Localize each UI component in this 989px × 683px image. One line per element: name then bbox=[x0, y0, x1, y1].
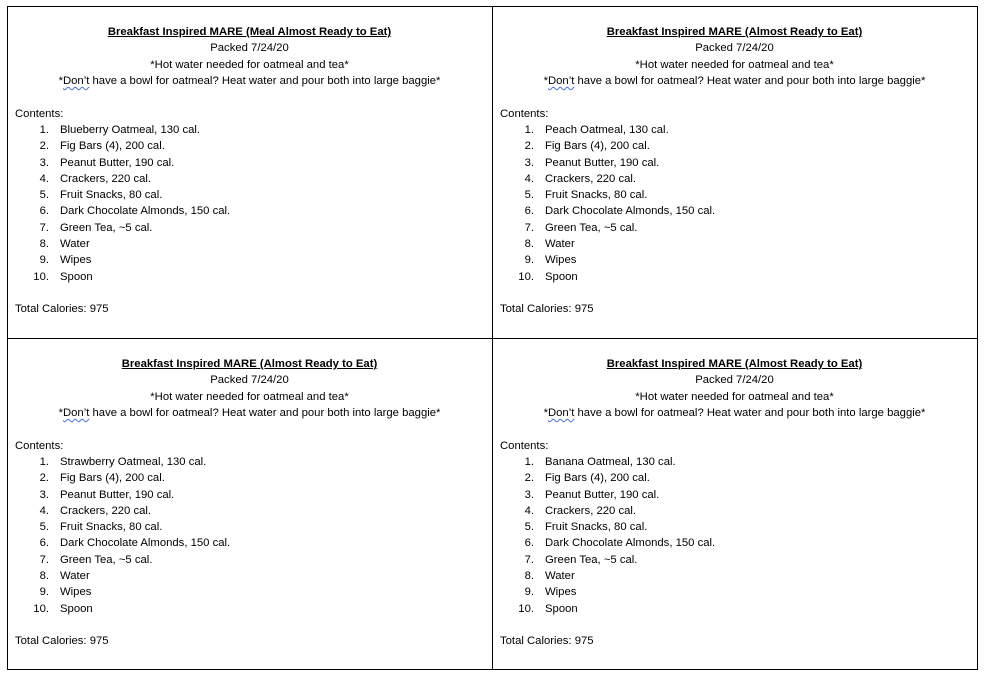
list-item-number: 2. bbox=[39, 472, 49, 485]
contents-list bbox=[15, 122, 230, 285]
list-item-number: 9. bbox=[39, 586, 49, 599]
list-item-text: Spoon bbox=[545, 602, 578, 615]
list-item bbox=[500, 252, 715, 268]
bowl-note-prefix: * bbox=[58, 74, 63, 87]
bowl-note-prefix: * bbox=[543, 406, 548, 419]
list-item bbox=[15, 171, 230, 187]
list-item-text: Peanut Butter, 190 cal. bbox=[60, 156, 175, 169]
list-item-number: 1. bbox=[39, 124, 49, 136]
list-item-number: 5. bbox=[39, 521, 49, 534]
list-item-number: 8. bbox=[524, 238, 534, 251]
list-item-number: 8. bbox=[524, 570, 534, 583]
list-item-text: Fig Bars (4), 200 cal. bbox=[545, 472, 650, 485]
hot-water-note: *Hot water needed for oatmeal and tea* bbox=[150, 58, 349, 71]
meal-label-card bbox=[7, 6, 492, 338]
list-item-number: 6. bbox=[524, 537, 534, 550]
list-item-text: Wipes bbox=[545, 254, 577, 267]
card-title: Breakfast Inspired MARE (Almost Ready to Eat) bbox=[606, 26, 863, 38]
list-item-number: 6. bbox=[39, 537, 49, 550]
bowl-note-prefix: * bbox=[543, 74, 548, 87]
spellcheck-word: Don’t bbox=[547, 74, 575, 87]
list-item-number: 3. bbox=[524, 488, 534, 501]
list-item-number: 9. bbox=[524, 586, 534, 599]
list-item-number: 8. bbox=[39, 238, 49, 251]
list-item-text: Fig Bars (4), 200 cal. bbox=[60, 140, 165, 153]
list-item-number: 8. bbox=[39, 570, 49, 583]
list-item-text: Water bbox=[545, 238, 575, 251]
meal-label-card bbox=[492, 6, 977, 338]
list-item-number: 3. bbox=[39, 488, 49, 501]
total-calories: Total Calories: 975 bbox=[15, 303, 109, 315]
contents-label: Contents: bbox=[15, 108, 64, 120]
list-item-number: 4. bbox=[524, 172, 534, 185]
list-item-text: Crackers, 220 cal. bbox=[60, 172, 152, 185]
list-item bbox=[500, 552, 715, 568]
card-title: Breakfast Inspired MARE (Almost Ready to Eat) bbox=[606, 358, 863, 370]
packed-date: Packed 7/24/20 bbox=[210, 42, 289, 55]
bowl-note bbox=[7, 73, 492, 89]
list-item bbox=[500, 454, 715, 470]
total-calories: Total Calories: 975 bbox=[500, 635, 594, 647]
list-item-text: Water bbox=[60, 238, 90, 251]
spellcheck-word: Don’t bbox=[547, 406, 575, 419]
bowl-note-text: have a bowl for oatmeal? Heat water and pour both into large baggie* bbox=[89, 74, 441, 87]
list-item-text: Dark Chocolate Almonds, 150 cal. bbox=[60, 537, 231, 550]
list-item-number: 4. bbox=[39, 504, 49, 517]
list-item-text: Banana Oatmeal, 130 cal. bbox=[545, 456, 676, 468]
list-item bbox=[15, 252, 230, 268]
list-item-text: Peanut Butter, 190 cal. bbox=[545, 488, 660, 501]
list-item-text: Green Tea, ~5 cal. bbox=[60, 553, 153, 566]
list-item-text: Peanut Butter, 190 cal. bbox=[545, 156, 660, 169]
list-item-number: 6. bbox=[524, 205, 534, 218]
contents-list bbox=[500, 122, 715, 285]
contents-label: Contents: bbox=[500, 440, 549, 452]
packed-date: Packed 7/24/20 bbox=[210, 374, 289, 387]
list-item bbox=[500, 236, 715, 252]
list-item-number: 6. bbox=[39, 205, 49, 218]
list-item-number: 5. bbox=[524, 189, 534, 202]
list-item-number: 10. bbox=[33, 602, 49, 615]
list-item-number: 9. bbox=[524, 254, 534, 267]
list-item-number: 5. bbox=[39, 189, 49, 202]
packed-date: Packed 7/24/20 bbox=[695, 374, 774, 387]
contents-list bbox=[500, 454, 715, 617]
list-item-text: Blueberry Oatmeal, 130 cal. bbox=[60, 124, 201, 136]
list-item bbox=[500, 171, 715, 187]
hot-water-note: *Hot water needed for oatmeal and tea* bbox=[635, 58, 834, 71]
list-item-number: 1. bbox=[524, 456, 534, 468]
list-item bbox=[15, 220, 230, 236]
contents-list bbox=[15, 454, 230, 617]
contents-label: Contents: bbox=[15, 440, 64, 452]
list-item bbox=[500, 155, 715, 171]
bowl-note bbox=[492, 405, 977, 421]
list-item bbox=[15, 535, 230, 551]
list-item-number: 2. bbox=[524, 472, 534, 485]
list-item-text: Green Tea, ~5 cal. bbox=[545, 553, 638, 566]
list-item bbox=[15, 601, 230, 617]
bowl-note-text: have a bowl for oatmeal? Heat water and pour both into large baggie* bbox=[89, 406, 441, 419]
list-item-number: 5. bbox=[524, 521, 534, 534]
list-item-number: 7. bbox=[524, 553, 534, 566]
packed-date: Packed 7/24/20 bbox=[695, 42, 774, 55]
list-item-text: Fig Bars (4), 200 cal. bbox=[545, 140, 650, 153]
list-item-text: Fruit Snacks, 80 cal. bbox=[60, 521, 163, 534]
list-item-text: Peach Oatmeal, 130 cal. bbox=[545, 124, 669, 136]
list-item bbox=[500, 122, 715, 138]
list-item-number: 4. bbox=[39, 172, 49, 185]
list-item bbox=[15, 454, 230, 470]
list-item-text: Crackers, 220 cal. bbox=[545, 172, 637, 185]
list-item bbox=[500, 470, 715, 486]
list-item bbox=[15, 584, 230, 600]
list-item bbox=[15, 519, 230, 535]
list-item bbox=[15, 568, 230, 584]
list-item bbox=[500, 269, 715, 285]
list-item bbox=[500, 519, 715, 535]
list-item bbox=[15, 470, 230, 486]
list-item bbox=[500, 601, 715, 617]
list-item bbox=[15, 487, 230, 503]
label-cards bbox=[7, 6, 978, 670]
card-header bbox=[492, 356, 977, 421]
list-item bbox=[15, 236, 230, 252]
card-header bbox=[7, 24, 492, 89]
list-item bbox=[500, 503, 715, 519]
list-item-number: 4. bbox=[524, 504, 534, 517]
list-item-text: Fruit Snacks, 80 cal. bbox=[545, 189, 648, 202]
list-item-text: Wipes bbox=[545, 586, 577, 599]
bowl-note-text: have a bowl for oatmeal? Heat water and pour both into large baggie* bbox=[574, 406, 926, 419]
list-item bbox=[15, 552, 230, 568]
list-item-number: 10. bbox=[518, 270, 534, 283]
total-calories: Total Calories: 975 bbox=[15, 635, 109, 647]
list-item-number: 2. bbox=[524, 140, 534, 153]
list-item bbox=[15, 203, 230, 219]
bowl-note-prefix: * bbox=[58, 406, 63, 419]
hot-water-note: *Hot water needed for oatmeal and tea* bbox=[635, 390, 834, 403]
list-item-text: Spoon bbox=[545, 270, 578, 283]
list-item bbox=[15, 122, 230, 138]
list-item bbox=[15, 503, 230, 519]
list-item-text: Green Tea, ~5 cal. bbox=[60, 221, 153, 234]
card-title: Breakfast Inspired MARE (Meal Almost Ready to Eat) bbox=[107, 26, 392, 38]
list-item-text: Green Tea, ~5 cal. bbox=[545, 221, 638, 234]
list-item-text: Wipes bbox=[60, 254, 92, 267]
list-item bbox=[500, 203, 715, 219]
list-item-text: Fruit Snacks, 80 cal. bbox=[60, 189, 163, 202]
list-item-number: 1. bbox=[39, 456, 49, 468]
meal-label-card bbox=[7, 338, 492, 670]
list-item-number: 7. bbox=[39, 221, 49, 234]
list-item bbox=[500, 584, 715, 600]
total-calories: Total Calories: 975 bbox=[500, 303, 594, 315]
meal-label-card bbox=[492, 338, 977, 670]
list-item-number: 7. bbox=[39, 553, 49, 566]
list-item-text: Peanut Butter, 190 cal. bbox=[60, 488, 175, 501]
list-item-text: Dark Chocolate Almonds, 150 cal. bbox=[545, 205, 716, 218]
list-item bbox=[500, 220, 715, 236]
spellcheck-word: Don’t bbox=[62, 406, 90, 419]
list-item-text: Strawberry Oatmeal, 130 cal. bbox=[60, 456, 207, 468]
list-item bbox=[15, 269, 230, 285]
list-item-text: Crackers, 220 cal. bbox=[545, 504, 637, 517]
bowl-note bbox=[7, 405, 492, 421]
list-item-number: 9. bbox=[39, 254, 49, 267]
list-item-text: Fig Bars (4), 200 cal. bbox=[60, 472, 165, 485]
spellcheck-word: Don’t bbox=[62, 74, 90, 87]
bowl-note-text: have a bowl for oatmeal? Heat water and pour both into large baggie* bbox=[574, 74, 926, 87]
hot-water-note: *Hot water needed for oatmeal and tea* bbox=[150, 390, 349, 403]
list-item-number: 7. bbox=[524, 221, 534, 234]
list-item-text: Wipes bbox=[60, 586, 92, 599]
card-title: Breakfast Inspired MARE (Almost Ready to Eat) bbox=[121, 358, 378, 370]
list-item-number: 10. bbox=[33, 270, 49, 283]
list-item-text: Spoon bbox=[60, 602, 93, 615]
contents-label: Contents: bbox=[500, 108, 549, 120]
list-item bbox=[15, 187, 230, 203]
list-item-text: Water bbox=[60, 570, 90, 583]
list-item-text: Dark Chocolate Almonds, 150 cal. bbox=[545, 537, 716, 550]
card-header bbox=[7, 356, 492, 421]
list-item-text: Water bbox=[545, 570, 575, 583]
list-item-number: 3. bbox=[524, 156, 534, 169]
list-item-text: Fruit Snacks, 80 cal. bbox=[545, 521, 648, 534]
list-item-number: 2. bbox=[39, 140, 49, 153]
list-item bbox=[500, 487, 715, 503]
list-item-text: Dark Chocolate Almonds, 150 cal. bbox=[60, 205, 231, 218]
list-item-text: Spoon bbox=[60, 270, 93, 283]
bowl-note bbox=[492, 73, 977, 89]
list-item bbox=[500, 187, 715, 203]
list-item-number: 3. bbox=[39, 156, 49, 169]
list-item bbox=[500, 568, 715, 584]
list-item bbox=[15, 138, 230, 154]
card-header bbox=[492, 24, 977, 89]
list-item bbox=[15, 155, 230, 171]
list-item-number: 10. bbox=[518, 602, 534, 615]
list-item bbox=[500, 138, 715, 154]
list-item-text: Crackers, 220 cal. bbox=[60, 504, 152, 517]
list-item-number: 1. bbox=[524, 124, 534, 136]
list-item bbox=[500, 535, 715, 551]
